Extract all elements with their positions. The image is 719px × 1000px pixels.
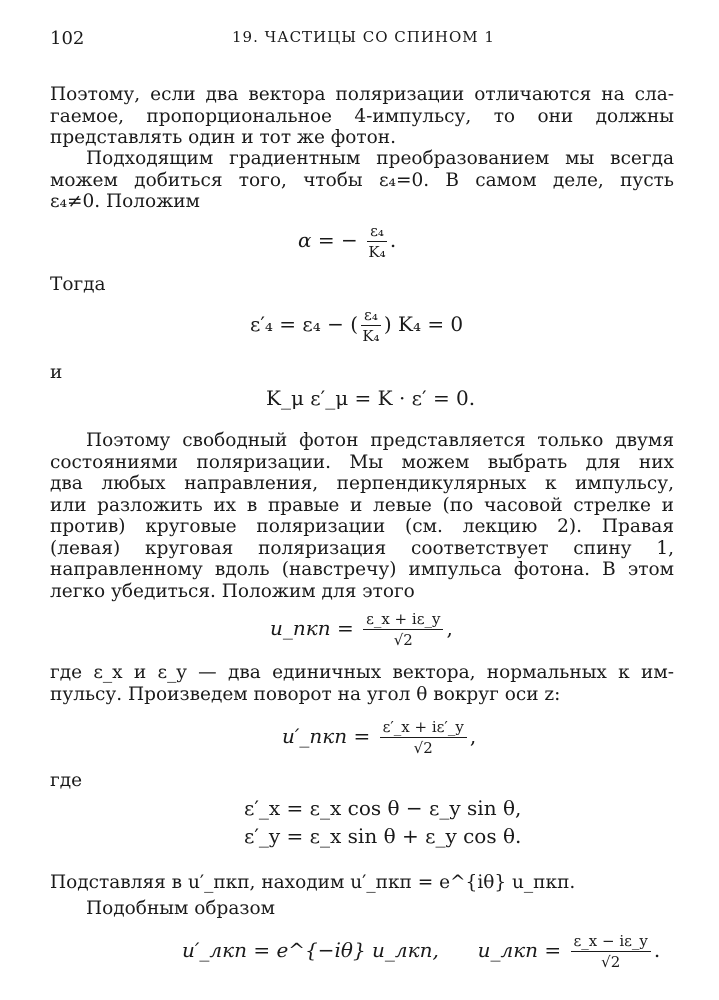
eq-lhs: u′_пкп = — [282, 724, 371, 748]
fraction-numerator: ε₄ — [361, 306, 381, 326]
paragraph-4 — [50, 662, 674, 705]
fraction-denominator: K₄ — [362, 327, 380, 345]
text-line: можем добиться того, чтобы ε₄=0. В самом деле, пусть — [50, 169, 674, 191]
fraction — [380, 718, 467, 757]
text-line: два любых направления, перпендикулярных к импульсу, — [50, 473, 674, 494]
eq-lhs: u_пкп = — [270, 616, 354, 640]
equation-left-circular — [182, 932, 660, 971]
page-number: 102 — [50, 28, 85, 49]
text-line: ε₄≠0. Положим — [50, 191, 200, 212]
text-line: направленному вдоль (навстречу) импульса фотона. В этом — [50, 559, 674, 580]
fraction — [363, 610, 443, 649]
eq-end: , — [469, 724, 477, 748]
text-line: Поэтому, если два вектора поляризации отличаются на сла- — [50, 84, 674, 105]
fraction-denominator: √2 — [413, 739, 433, 757]
text-line: или разложить их в правые и левые (по часовой стрелке и — [50, 494, 674, 516]
text-line: Подставляя в u′_пкп, находим u′_пкп = e^{iθ} u_пкп. — [50, 872, 576, 893]
equation-rotation-y: ε′_y = ε_x sin θ + ε_y cos θ. — [244, 824, 522, 848]
text-line: гаемое, пропорциональное 4-импульсу, то они должны — [50, 105, 674, 127]
paragraph-3 — [50, 430, 674, 602]
fraction-denominator: √2 — [601, 953, 621, 971]
paragraph-6 — [50, 898, 674, 920]
eq-end: , — [446, 616, 453, 640]
text-line: Поэтому свободный фотон представляется только двумя — [86, 430, 674, 451]
paragraph-1 — [50, 84, 674, 149]
text-line: (левая) круговая поляризация соответствует спину 1, — [50, 537, 674, 559]
equation-u — [270, 610, 453, 649]
text-line: где ε_x и ε_y — два единичных вектора, нормальных к им- — [50, 662, 674, 683]
paragraph-5 — [50, 872, 674, 894]
fraction — [571, 932, 651, 971]
text-line: представлять один и тот же фотон. — [50, 127, 396, 148]
word-i: и — [50, 362, 63, 383]
paragraph-2 — [50, 148, 674, 213]
equation-u-prime — [282, 718, 476, 757]
equation-rotation-x: ε′_x = ε_x cos θ − ε_y sin θ, — [244, 796, 522, 820]
text-line: легко убедиться. Положим для этого — [50, 580, 415, 602]
fraction-numerator: ε_x − iε_y — [571, 932, 651, 952]
fraction-denominator: √2 — [393, 631, 413, 649]
fraction-numerator: ε_x + iε_y — [363, 610, 443, 630]
eq-end: . — [389, 228, 397, 252]
equation-kmu: K_μ ε′_μ = K · ε′ = 0. — [266, 386, 476, 410]
eq-lhs: ε′₄ = ε₄ − ( — [250, 312, 359, 336]
fraction — [361, 306, 381, 345]
equation-alpha — [298, 222, 396, 261]
eq-lhs: u_лкп = — [477, 938, 562, 962]
eq-end: . — [653, 938, 661, 962]
fraction-numerator: ε′_x + iε′_y — [380, 718, 467, 738]
text-line: Подходящим градиентным преобразованием мы всегда — [86, 148, 674, 169]
running-title: 19. ЧАСТИЦЫ СО СПИНОМ 1 — [232, 28, 495, 46]
text-line: Подобным образом — [86, 898, 276, 919]
text-line: против) круговые поляризации (см. лекцию 2). Правая — [50, 516, 674, 537]
equation-eps4 — [250, 306, 463, 345]
word-togda: Тогда — [50, 274, 106, 295]
eq-rhs: ) K₄ = 0 — [383, 312, 464, 336]
fraction — [367, 222, 387, 261]
word-gde: где — [50, 770, 83, 791]
eq-lhs: α = − — [298, 228, 358, 252]
fraction-numerator: ε₄ — [367, 222, 387, 242]
eq-part1: u′_лкп = e^{−iθ} u_лкп, — [182, 938, 439, 962]
fraction-denominator: K₄ — [368, 243, 386, 261]
text-line: состояниями поляризации. Мы можем выбрать для них — [50, 451, 674, 473]
text-line: пульсу. Произведем поворот на угол θ вокруг оси z: — [50, 683, 561, 705]
